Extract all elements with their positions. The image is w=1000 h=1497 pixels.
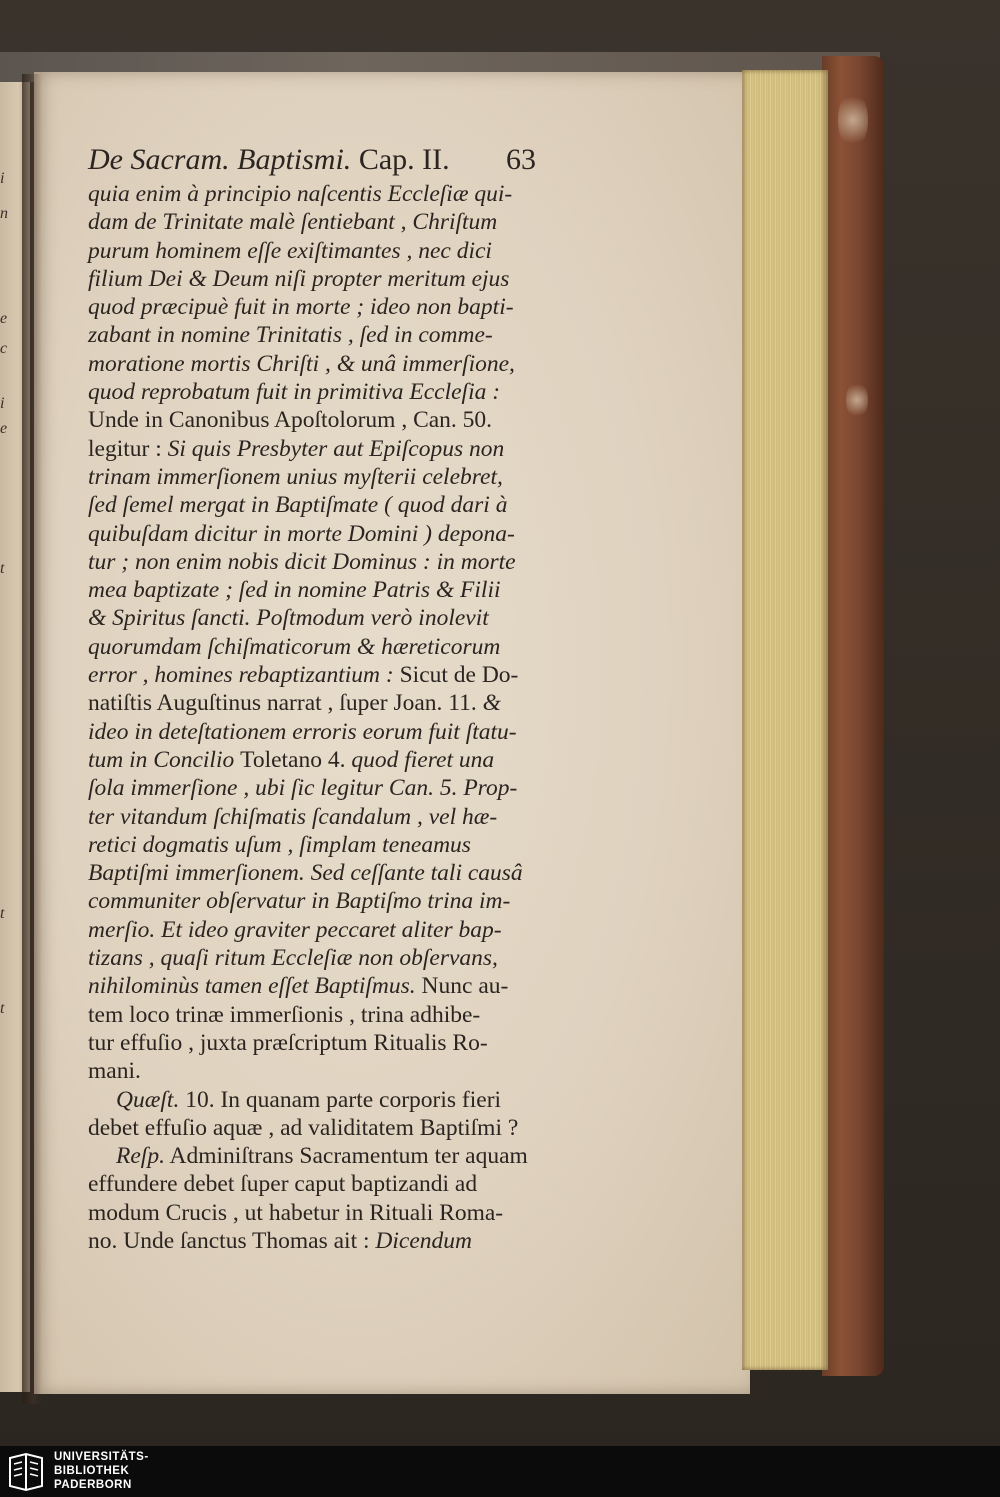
text-line: modum Crucis , ut habetur in Rituali Roma- <box>88 1199 504 1226</box>
text-line: moratione mortis Chriſti , & unâ immerſione, <box>88 350 515 377</box>
library-logo-icon <box>6 1452 46 1492</box>
text-line: ter vitandum ſchiſmatis ſcandalum , vel hæ- <box>88 803 498 830</box>
text-line: Quæſt. 10. In quanam parte corporis fieri <box>116 1086 502 1113</box>
left-page-letter: e <box>0 420 8 437</box>
book-binding <box>822 56 884 1376</box>
left-page-letter: t <box>0 560 5 577</box>
library-name-line1: UNIVERSITÄTS- <box>54 1451 149 1463</box>
text-line: ſed ſemel mergat in Baptiſmate ( quod dari à <box>88 492 508 519</box>
text-line: tem loco trinæ immerſionis , trina adhibe- <box>88 1001 481 1028</box>
text-line: legitur : Si quis Presbyter aut Epiſcopus non <box>88 435 505 462</box>
text-line: tizans , quaſi ritum Eccleſiæ non obſervans, <box>88 945 498 972</box>
text-line: & Spiritus ſancti. Poſtmodum verò inolevit <box>88 605 489 632</box>
library-footer <box>0 1446 1000 1497</box>
left-page-letter: i <box>0 170 5 187</box>
text-line: Unde in Canonibus Apoſtolorum , Can. 50. <box>88 407 493 434</box>
text-line: zabant in nomine Trinitatis , ſed in comme- <box>88 322 493 349</box>
library-name-line3: PADERBORN <box>54 1479 132 1491</box>
page-number: 63 <box>506 143 536 176</box>
text-line: trinam immerſionem unius myſterii celebret, <box>88 463 503 490</box>
left-page-letter: t <box>0 905 5 922</box>
text-line: purum hominem eſſe exiſtimantes , nec dici <box>88 237 492 264</box>
gutter-shadow <box>22 74 42 1404</box>
text-line: error , homines rebaptizantium : Sicut de Do- <box>88 662 519 689</box>
text-line: natiſtis Auguſtinus narrat , ſuper Joan. 11. & <box>88 690 501 717</box>
text-line: mani. <box>88 1058 141 1085</box>
text-line: no. Unde ſanctus Thomas ait : Dicendum <box>88 1227 472 1254</box>
text-line: quod reprobatum fuit in primitiva Eccleſia : <box>88 379 501 406</box>
text-line: debet effuſio aquæ , ad validitatem Baptiſmi ? <box>88 1114 519 1141</box>
text-line: tum in Concilio Toletano 4. quod fieret una <box>88 746 495 773</box>
text-line: filium Dei & Deum niſi propter meritum ejus <box>88 265 510 292</box>
page-fore-edge <box>742 70 828 1370</box>
left-page-letter: c <box>0 340 8 357</box>
left-page-letter: i <box>0 395 5 412</box>
text-line: nihilominùs tamen eſſet Baptiſmus. Nunc au- <box>88 973 509 1000</box>
page-text-block <box>88 140 558 1255</box>
text-line: quod præcipuè fuit in morte ; ideo non bapti- <box>88 294 514 321</box>
left-page-letter: t <box>0 1000 5 1017</box>
library-name-line2: BIBLIOTHEK <box>54 1465 130 1477</box>
text-line: mea baptizate ; ſed in nomine Patris & Filii <box>88 577 501 604</box>
running-head-title: De Sacram. Baptismi. <box>88 143 352 176</box>
text-line: effundere debet ſuper caput baptizandi ad <box>88 1171 478 1198</box>
text-line: ſola immerſione , ubi ſic legitur Can. 5. Prop- <box>88 775 518 802</box>
text-line: retici dogmatis uſum , ſimplam teneamus <box>88 831 471 858</box>
chapter-label: Cap. II. <box>358 143 450 176</box>
binding-wear-mark <box>846 380 868 420</box>
text-line: communiter obſervatur in Baptiſmo trina im- <box>88 888 511 915</box>
text-line: Reſp. Adminiſtrans Sacramentum ter aquam <box>116 1143 528 1170</box>
text-line: quorumdam ſchiſmaticorum & hæreticorum <box>88 633 501 660</box>
text-line: tur ; non enim nobis dicit Dominus : in morte <box>88 548 516 575</box>
library-name <box>54 1450 149 1492</box>
running-header <box>88 140 558 180</box>
left-page-letter: e <box>0 310 8 327</box>
left-page-letter: n <box>0 205 8 222</box>
text-line: tur effuſio , juxta præſcriptum Ritualis Ro- <box>88 1029 488 1056</box>
text-line: dam de Trinitate malè ſentiebant , Chriſtum <box>88 209 498 236</box>
text-line: Baptiſmi immerſionem. Sed ceſſante tali causâ <box>88 860 523 887</box>
text-line: quia enim à principio naſcentis Eccleſiæ qui- <box>88 181 513 207</box>
page-body <box>88 180 558 1255</box>
text-line: quibuſdam dicitur in morte Domini ) depona- <box>88 520 515 547</box>
text-line: merſio. Et ideo graviter peccaret aliter bap- <box>88 916 502 943</box>
text-line: ideo in deteſtationem erroris eorum fuit ſtatu- <box>88 718 517 745</box>
binding-wear-mark <box>838 90 868 150</box>
